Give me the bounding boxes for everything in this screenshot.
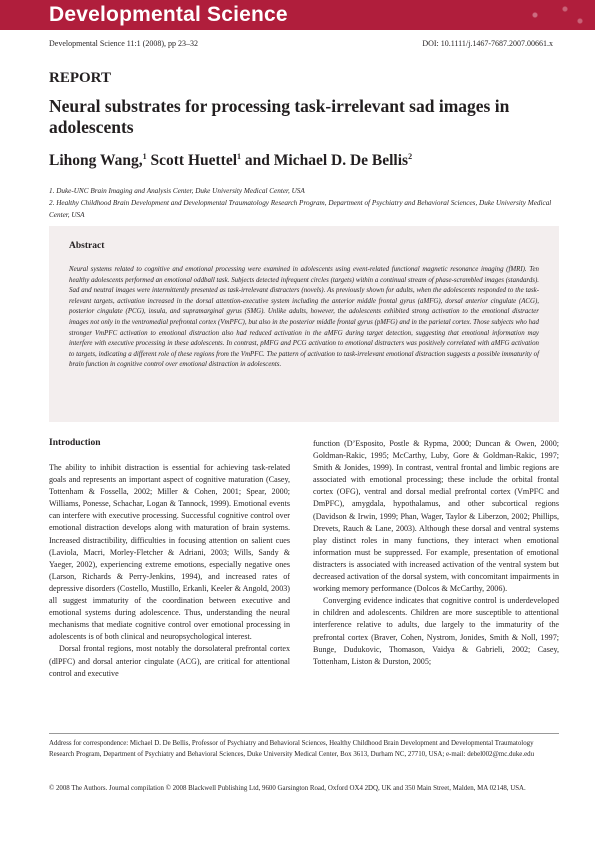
left-column: [49, 462, 290, 680]
paragraph: Converging evidence indicates that cognitive control is underdeveloped in children and adolescents. Children are more susceptible to attentional interference relative to adults, due largely to the immaturity of the prefrontal cortex (Braver, Cohen, Nystrom, Jonides, Smith & Noll, 1997; Bunge, Dudukovic, Thomason, Vaidya & Gabrieli, 2002; Casey, Tottenham, Liston & Durston, 2005;: [313, 596, 559, 666]
abstract-text: Neural systems related to cognitive and emotional processing were examined in adolescents using event-related functional magnetic resonance imaging (fMRI). Ten healthy adolescents performed an emotional oddball task. Subjects detected infrequent circles (targets) within a continual stream of phase-scrambled images (standards). Sad and neutral images were intermittently presented as task-irrelevant distracters (novels). As previously shown for adults, when the adolescents responded to the task-relevant targets, activation increased in the dorsal attention-executive system including the anterior middle frontal gyrus (aMFG), dorsal anterior cingulate (ACG), posterior cingulate (PCG), insula, and supramarginal gyrus (SMG). Unlike adults, however, the adolescents exhibited strong activation to the emotional distracter images not only in the ventromedial prefrontal cortex (VmPFC), but also in the posterior middle frontal gyrus (pMFG) and in the parietal cortex. Those subjects who had stronger VmPFC activation to emotional distraction also had reduced activation in the aMFG during target detection, suggesting that emotional information may interfere with executive processing in these adolescents. In contrast, pMFG and PCG activation to emotional distracters was positively correlated with aMFG activation to targets, indicating a different role of these regions from the VmPFC. The pattern of activation to task-irrelevant emotional distraction suggests a possible immaturity of brain function in cognitive control over emotional distraction in adolescents.: [69, 266, 539, 369]
affiliation-1: 1. Duke-UNC Brain Imaging and Analysis Center, Duke University Medical Center, USA: [49, 187, 305, 195]
paragraph: function (D’Esposito, Postle & Rypma, 2000; Duncan & Owen, 2000; Goldman-Rakic, 1995; McCarthy, Luby, Gore & Goldman-Rakic, 1997; Smith & Jonides, 1999). In contrast, ventral frontal and limbic regions are associated with emotional processing; these include the orbital frontal cortex (OFG), ventral and dorsal medial prefrontal cortex (VmPFC and DmPFC), amygdala, hypothalamus, and other subcortical regions (Davidson & Irwin, 1999; Phan, Wager, Taylor & Liberzon, 2002; Phillips, Drevets, Rauch & Lane, 2003). Although these dorsal and ventral systems play distinct roles in many functions, they interact when emotional information must be suppressed. For example, presentation of emotional distracters is associated with increased activation of the ventral system but decreased activation of the dorsal system, with concomitant impairments in working memory performance (Dolcos & McCarthy, 2006).: [313, 439, 559, 594]
article-title: Neural substrates for processing task-irrelevant sad images in adolescents: [49, 96, 510, 137]
author-name: Scott Huettel: [146, 152, 238, 170]
footnote-divider: [49, 733, 559, 734]
affiliation-2: 2. Healthy Childhood Brain Development and Developmental Traumatology Research Program, Department of Psychiatry and Behavioral Sciences, Duke University Medical Center, USA: [49, 199, 552, 219]
introduction-heading: Introduction: [49, 438, 101, 448]
copyright-notice: © 2008 The Authors. Journal compilation © 2008 Blackwell Publishing Ltd, 9600 Garsington Road, Oxford OX4 2DQ, UK and 350 Main Street, Malden, MA 02148, USA.: [49, 785, 526, 792]
banner-decoration: [520, 0, 595, 30]
journal-name: Developmental Science: [49, 3, 288, 26]
correspondence-note: Address for correspondence: Michael D. De Bellis, Professor of Psychiatry and Behavioral Sciences, Healthy Childhood Brain Development and Developmental Traumatology Research Program, Department of Psychiatry and Behavioral Sciences, Duke University Medical Center, Box 3613, Durham NC, 27710, USA; e-mail: debel002@mc.duke.edu: [49, 740, 535, 758]
author-name: and Michael D. De Bellis: [241, 152, 409, 170]
author-affil-mark: 1: [237, 152, 242, 161]
author-list: [49, 152, 412, 170]
author-name: Lihong Wang,: [49, 152, 143, 170]
affiliations: [49, 185, 559, 221]
citation: Developmental Science 11:1 (2008), pp 23–32: [49, 39, 198, 48]
author-affil-mark: 1: [142, 152, 147, 161]
paragraph: The ability to inhibit distraction is essential for achieving task-related goals and represents an important aspect of cognitive maturation (Casey, Tottenham & Fossella, 2002; Miller & Cohen, 2001; Spear, 2000; Williams, Ponesse, Schachar, Logan & Tannock, 1999). Emotional events can interfere with executive processing. Successful cognitive control over emotional distraction develops along with maturation of brain systems. Increased distractibility, difficulties in focusing attention on salient cues (Laviola, Macri, Morley-Fletcher & Adriani, 2003; Wills, Sandy & Yaeger, 2002), experiencing extreme emotions, especially negative ones (Larson, Richards & Perry-Jenkins, 1994), and increased rates of depressive disorders (Costello, Mustillo, Erkanli, Keeler & Angold, 2003) all suggest immaturity of the coordination between executive and emotional systems during adolescence. Thus, understanding the neural mechanisms that mediate cognitive control over emotional processing in adolescents is of both clinical and neuropsychological interest.: [49, 463, 290, 642]
abstract-heading: Abstract: [69, 241, 105, 251]
journal-banner: [0, 0, 595, 30]
paragraph: Dorsal frontal regions, most notably the dorsolateral prefrontal cortex (dlPFC) and dorsal anterior cingulate (ACG), are critical for attentional control and executive: [49, 644, 290, 678]
author-affil-mark: 2: [408, 152, 413, 161]
doi[interactable]: DOI: 10.1111/j.1467-7687.2007.00661.x: [422, 39, 553, 48]
section-label: REPORT: [49, 70, 111, 86]
right-column: [313, 438, 559, 668]
